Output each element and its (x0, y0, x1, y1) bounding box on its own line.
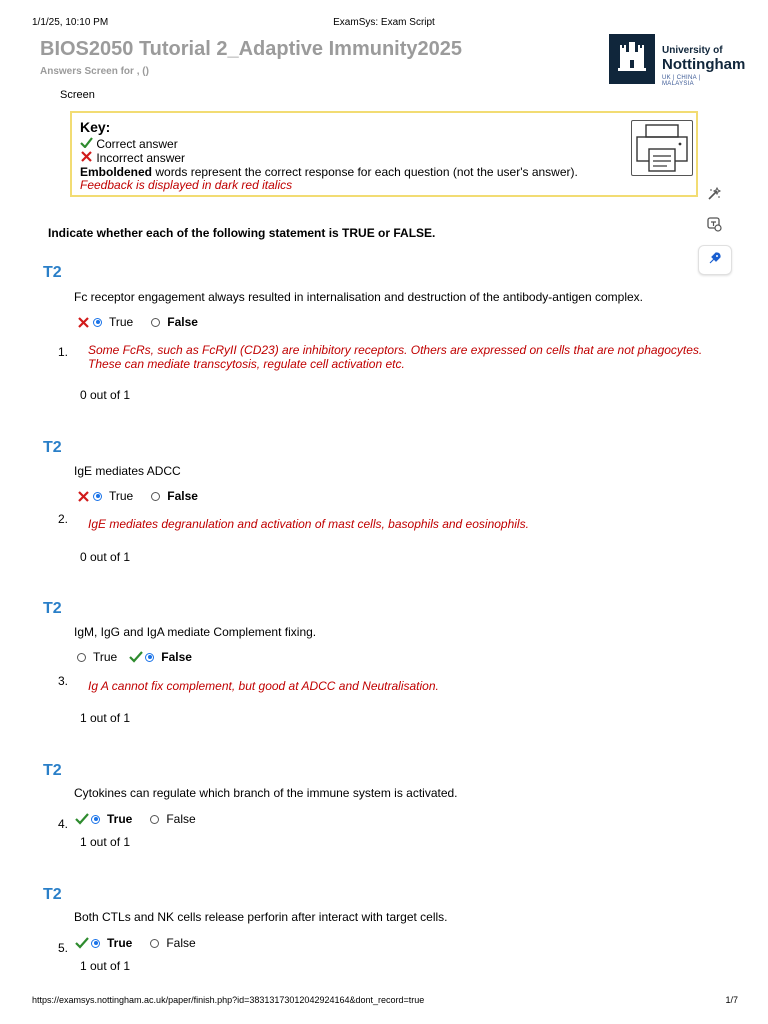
question-options (77, 488, 198, 504)
rocket-icon (707, 250, 723, 271)
option-false-label: False (166, 812, 196, 826)
question-text: IgE mediates ADCC (74, 464, 181, 478)
question-tag: T2 (43, 264, 62, 281)
option-false-label: False (167, 315, 198, 329)
question-options (75, 935, 196, 951)
printer-icon[interactable] (631, 120, 693, 176)
key-correct-label: Correct answer (96, 137, 178, 151)
question-score: 1 out of 1 (80, 835, 131, 849)
magic-wand-icon (706, 186, 722, 207)
magic-wand-tool-button[interactable] (698, 182, 730, 210)
question-score: 1 out of 1 (80, 711, 131, 725)
option-false-label: False (167, 489, 198, 503)
key-correct-row (80, 137, 178, 151)
question-options (75, 811, 196, 827)
key-emboldened-row (80, 165, 578, 179)
radio-false[interactable] (150, 815, 159, 824)
option-false-label: False (166, 936, 196, 950)
logo-campuses: UK | CHINA | MALAYSIA (662, 75, 701, 87)
feedback-line: These can mediate transcytosis, regulate cell activation etc. (88, 357, 405, 371)
answer-key-box (70, 111, 698, 197)
university-logo (609, 34, 746, 87)
paper-title: BIOS2050 Tutorial 2_Adaptive Immunity2025 (40, 38, 463, 60)
option-true[interactable] (77, 315, 133, 329)
radio-false[interactable] (151, 318, 160, 327)
translate-icon (706, 216, 722, 237)
castle-crest-icon (609, 34, 655, 84)
question-text: Cytokines can regulate which branch of the immune system is activated. (74, 786, 458, 800)
print-page-title: ExamSys: Exam Script (333, 17, 435, 28)
key-emboldened-term: Emboldened (80, 165, 153, 179)
radio-true[interactable] (93, 492, 102, 501)
key-incorrect-label: Incorrect answer (96, 151, 186, 165)
question-options (77, 314, 198, 330)
radio-true[interactable] (93, 318, 102, 327)
check-icon (75, 813, 88, 825)
question-number: 1. (58, 345, 69, 359)
assistant-tool-button[interactable] (698, 245, 732, 275)
key-feedback-row: Feedback is displayed in dark red italics (80, 178, 293, 192)
cross-icon (77, 490, 90, 502)
option-true[interactable] (77, 650, 117, 664)
feedback-line: IgE mediates degranulation and activation of mast cells, basophils and eosinophils. (88, 517, 529, 531)
key-incorrect-row (80, 151, 185, 165)
radio-true[interactable] (77, 653, 86, 662)
question-score: 1 out of 1 (80, 959, 131, 973)
cross-icon (80, 151, 96, 165)
question-number: 4. (58, 817, 69, 831)
radio-true[interactable] (91, 815, 100, 824)
option-true[interactable] (75, 812, 132, 826)
check-icon (129, 651, 142, 663)
paper-subtitle: Answers Screen for , () (40, 66, 149, 77)
question-tag: T2 (43, 600, 62, 617)
option-true-label: True (109, 315, 134, 329)
screen-label: Screen (60, 89, 95, 101)
option-true[interactable] (77, 489, 133, 503)
key-emboldened-desc: words represent the correct response for each question (not the user's answer). (152, 165, 578, 179)
question-score: 0 out of 1 (80, 388, 131, 402)
radio-false[interactable] (151, 492, 160, 501)
check-icon (80, 137, 96, 151)
feedback-line: Ig A cannot fix complement, but good at ADCC and Neutralisation. (88, 679, 439, 693)
radio-true[interactable] (91, 939, 100, 948)
question-number: 5. (58, 941, 69, 955)
radio-false[interactable] (150, 939, 159, 948)
translate-tool-button[interactable] (698, 212, 730, 240)
print-page-number: 1/7 (725, 995, 738, 1005)
question-instruction: Indicate whether each of the following statement is TRUE or FALSE. (48, 226, 436, 240)
option-true-label: True (93, 650, 118, 664)
question-number: 3. (58, 674, 69, 688)
question-feedback (88, 517, 728, 531)
radio-false[interactable] (145, 653, 154, 662)
question-score: 0 out of 1 (80, 550, 131, 564)
question-number: 2. (58, 512, 69, 526)
feedback-line: Some FcRs, such as FcRyII (CD23) are inhibitory receptors. Others are expressed on cells that are not phagocytes. (88, 343, 703, 357)
question-options (77, 649, 192, 665)
check-icon (75, 937, 88, 949)
option-false[interactable] (129, 650, 192, 664)
option-true-label: True (109, 489, 134, 503)
print-url: https://examsys.nottingham.ac.uk/paper/finish.php?id=38313173012042924164&dont_record=true (32, 995, 425, 1005)
question-tag: T2 (43, 439, 62, 456)
logo-university-name: Nottingham (662, 56, 746, 73)
key-title: Key: (80, 119, 111, 135)
print-datetime: 1/1/25, 10:10 PM (32, 17, 109, 28)
question-tag: T2 (43, 762, 62, 779)
logo-university-of: University of (662, 45, 723, 56)
option-false[interactable] (150, 812, 195, 826)
question-text: IgM, IgG and IgA mediate Complement fixing. (74, 625, 317, 639)
option-false[interactable] (150, 936, 195, 950)
option-true[interactable] (75, 936, 132, 950)
question-text: Both CTLs and NK cells release perforin after interact with target cells. (74, 910, 448, 924)
question-tag: T2 (43, 886, 62, 903)
option-false[interactable] (151, 315, 198, 329)
question-feedback (88, 679, 728, 693)
question-text: Fc receptor engagement always resulted in internalisation and destruction of the antibody-antigen complex. (74, 290, 643, 304)
option-false[interactable] (151, 489, 198, 503)
option-false-label: False (161, 650, 192, 664)
option-true-label: True (107, 936, 133, 950)
cross-icon (77, 316, 90, 328)
option-true-label: True (107, 812, 133, 826)
question-feedback (88, 343, 728, 371)
